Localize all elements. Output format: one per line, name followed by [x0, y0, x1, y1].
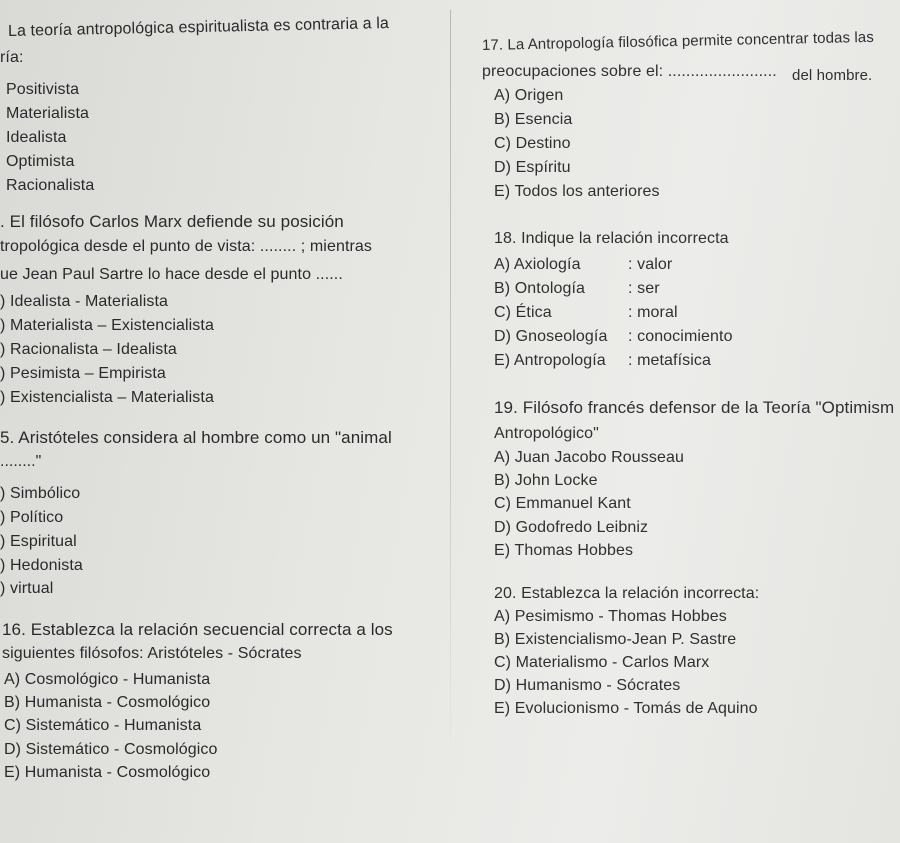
option: D) Godofredo Leibniz — [494, 519, 649, 536]
question-16-stem-line-2: siguientes filósofos: Aristóteles - Sócrates — [2, 645, 302, 662]
question-17-stem-line-1: 17. La Antropología filosófica permite concentrar todas las — [481, 28, 875, 54]
option: C) Sistemático - Humanista — [4, 717, 202, 734]
option: B) Esencia — [494, 111, 573, 128]
question-marx-stem-line-3: ue Jean Paul Sartre lo hace desde el punto ...... — [0, 266, 343, 283]
option-left: B) Ontología — [494, 280, 586, 297]
option-left: A) Axiología — [494, 256, 581, 273]
option-right: : conocimiento — [628, 328, 733, 345]
option: A) Juan Jacobo Rousseau — [494, 449, 684, 466]
option: B) John Locke — [494, 472, 598, 489]
option: ) Racionalista – Idealista — [0, 341, 177, 358]
option: ) Simbólico — [0, 485, 81, 502]
option-left: E) Antropología — [494, 352, 606, 369]
option-right: : ser — [628, 280, 660, 297]
option: ) Pesimista – Empirista — [0, 365, 166, 382]
option: A) Pesimismo - Thomas Hobbes — [494, 608, 727, 625]
option-right: : valor — [628, 256, 673, 273]
option: Idealista — [6, 129, 67, 146]
question-17-stem-line-3: del hombre. — [792, 67, 873, 84]
option: B) Humanista - Cosmológico — [4, 694, 211, 711]
question-prev-stem-line-1: La teoría antropológica espiritualista es contraria a la — [7, 15, 390, 40]
option: B) Existencialismo-Jean P. Sastre — [494, 631, 737, 648]
option: C) Emmanuel Kant — [494, 495, 631, 512]
option: E) Humanista - Cosmológico — [4, 764, 211, 781]
option: ) Existencialista – Materialista — [0, 389, 214, 406]
question-16-stem-line-1: 16. Establezca la relación secuencial correcta a los — [2, 620, 393, 639]
question-15-stem-line-2: ........" — [0, 453, 42, 470]
option: ) Idealista - Materialista — [0, 293, 168, 310]
question-marx-stem-line-1: . El filósofo Carlos Marx defiende su posición — [0, 212, 344, 231]
option: ) virtual — [0, 580, 54, 597]
option: C) Materialismo - Carlos Marx — [494, 654, 710, 671]
option: ) Hedonista — [0, 557, 83, 574]
option: ) Espiritual — [0, 533, 77, 550]
option: ) Político — [0, 509, 64, 526]
option-right: : moral — [628, 304, 678, 321]
question-prev-stem-line-2: ría: — [0, 49, 24, 66]
option: C) Destino — [494, 135, 571, 152]
question-marx-stem-line-2: tropológica desde el punto de vista: ........ ; mientras — [0, 238, 373, 255]
option: ) Materialista – Existencialista — [0, 317, 214, 334]
option-left: D) Gnoseología — [494, 328, 608, 345]
option: D) Humanismo - Sócrates — [494, 677, 681, 694]
option-right: : metafísica — [628, 352, 712, 369]
option: E) Evolucionismo - Tomás de Aquino — [494, 700, 758, 717]
option: Racionalista — [6, 177, 95, 194]
option: A) Origen — [494, 87, 564, 104]
question-18-stem: 18. Indique la relación incorrecta — [494, 230, 729, 247]
option: Positivista — [6, 81, 80, 98]
option-left: C) Ética — [494, 304, 552, 321]
question-19-stem-line-2: Antropológico" — [494, 425, 599, 442]
column-divider — [450, 10, 451, 770]
question-20-stem: 20. Establezca la relación incorrecta: — [494, 585, 760, 602]
option: D) Espíritu — [494, 159, 571, 176]
question-19-stem-line-1: 19. Filósofo francés defensor de la Teoría "Optimism — [494, 398, 895, 417]
option: E) Thomas Hobbes — [494, 542, 634, 559]
option: Materialista — [6, 105, 90, 122]
option: D) Sistemático - Cosmológico — [4, 741, 218, 758]
option: A) Cosmológico - Humanista — [4, 671, 211, 688]
question-15-stem-line-1: 5. Aristóteles considera al hombre como un "animal — [0, 428, 392, 447]
option: Optimista — [6, 153, 75, 170]
option: E) Todos los anteriores — [494, 183, 660, 200]
question-17-stem-line-2: preocupaciones sobre el: ........................ — [482, 63, 777, 80]
